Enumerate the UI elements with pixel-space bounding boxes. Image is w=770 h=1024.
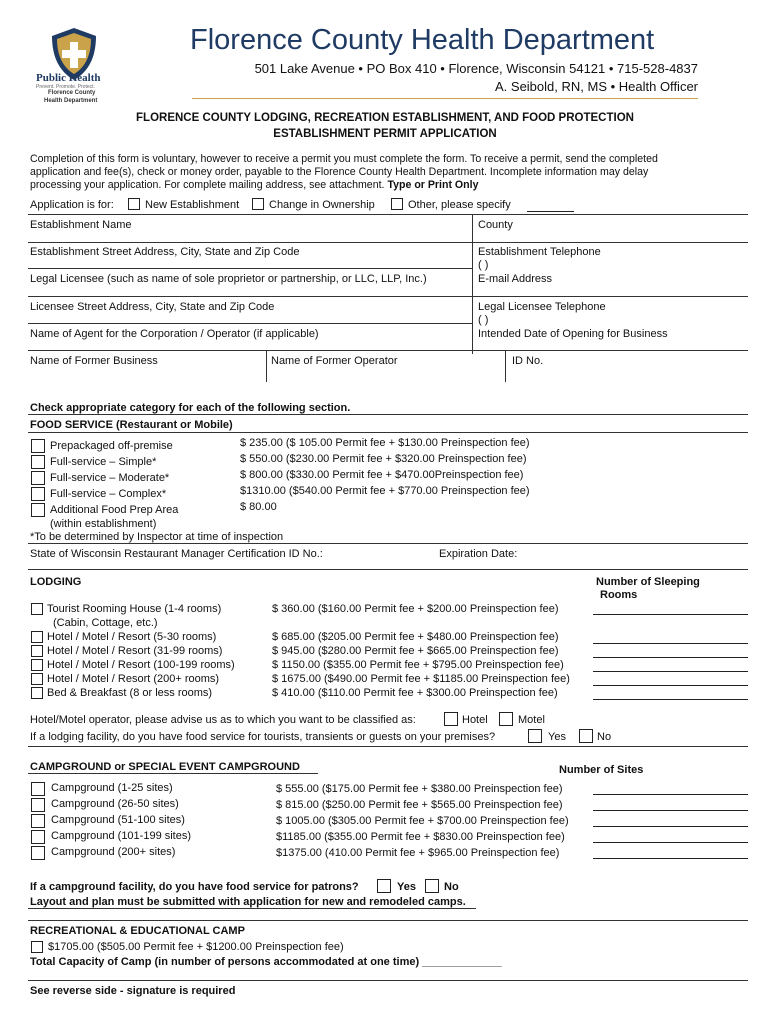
layout-plan-note: Layout and plan must be submitted with application for new and remodeled camps. (30, 896, 466, 908)
campground-checkbox-200-plus[interactable] (31, 846, 45, 860)
campground-item-label: Campground (51-100 sites) (51, 814, 185, 826)
campground-item-label: Campground (101-199 sites) (51, 830, 192, 842)
rooms-field[interactable] (593, 671, 748, 672)
licensee-phone-label: Legal Licensee Telephone (478, 301, 606, 313)
section-line (28, 543, 748, 544)
motel-checkbox[interactable] (499, 712, 513, 726)
lodging-item-fee: $ 1675.00 ($490.00 Permit fee + $1185.00 Preinspection fee) (272, 673, 570, 685)
licensee-street-label: Licensee Street Address, City, State and Zip Code (30, 301, 275, 313)
former-operator-label: Name of Former Operator (271, 355, 398, 367)
within-establishment-note: (within establishment) (50, 518, 157, 530)
campground-item-fee: $ 555.00 ($175.00 Permit fee + $380.00 Preinspection fee) (276, 783, 563, 795)
form-title: FLORENCE COUNTY LODGING, RECREATION ESTABLISHMENT, AND FOOD PROTECTION (136, 112, 634, 124)
lodging-item-fee: $ 685.00 ($205.00 Permit fee + $480.00 Preinspection fee) (272, 631, 559, 643)
campground-item-label: Campground (200+ sites) (51, 846, 176, 858)
footer-note: See reverse side - signature is required (30, 985, 236, 997)
county-label: County (478, 219, 513, 231)
camp-heading: RECREATIONAL & EDUCATIONAL CAMP (30, 925, 245, 937)
other-specify-field[interactable] (527, 211, 574, 212)
lodging-food-no-checkbox[interactable] (579, 729, 593, 743)
section-line (28, 746, 748, 747)
section-line (28, 569, 748, 570)
logo-dept: Health Department (44, 98, 98, 104)
id-no-label: ID No. (512, 355, 544, 367)
sleeping-rooms-heading-2: Rooms (600, 589, 638, 601)
other-label: Other, please specify (408, 199, 511, 211)
intro-text: processing your application. For complete mailing address, see attachment. (30, 179, 385, 191)
expiration-label: Expiration Date: (439, 548, 518, 560)
logo-tagline: Prevent. Promote. Protect. (36, 84, 95, 90)
sites-field[interactable] (593, 826, 748, 827)
lodging-item-fee: $ 360.00 ($160.00 Permit fee + $200.00 Preinspection fee) (272, 603, 559, 615)
lodging-food-yes-label: Yes (548, 731, 566, 743)
logo-county: Florence County (48, 90, 96, 96)
intro-bold: Type or Print Only (387, 179, 479, 191)
opening-date-label: Intended Date of Opening for Business (478, 328, 668, 340)
campground-checkbox-1-25[interactable] (31, 782, 45, 796)
header-address: 501 Lake Avenue • PO Box 410 • Florence, Wisconsin 54121 • 715-528-4837 (254, 61, 698, 76)
campground-item-fee: $ 815.00 ($250.00 Permit fee + $565.00 Preinspection fee) (276, 799, 563, 811)
row-line (28, 296, 748, 297)
hotel-checkbox[interactable] (444, 712, 458, 726)
agent-label: Name of Agent for the Corporation / Operator (if applicable) (30, 328, 319, 340)
lodging-item-label: Hotel / Motel / Resort (5-30 rooms) (47, 631, 217, 643)
campground-checkbox-51-100[interactable] (31, 814, 45, 828)
section-line (28, 920, 748, 921)
campground-checkbox-26-50[interactable] (31, 798, 45, 812)
motel-label: Motel (518, 714, 545, 726)
intro-line-1: Completion of this form is voluntary, however to receive a permit you must complete the form. To receive a permit, send the completed (30, 153, 658, 165)
campground-item-fee: $ 1005.00 ($305.00 Permit fee + $700.00 Preinspection fee) (276, 815, 569, 827)
other-checkbox[interactable] (391, 198, 403, 210)
section-line (28, 432, 748, 433)
change-ownership-checkbox[interactable] (252, 198, 264, 210)
campground-food-yes-checkbox[interactable] (377, 879, 391, 893)
lodging-item-label: Hotel / Motel / Resort (31-99 rooms) (47, 645, 223, 657)
camp-capacity-label: Total Capacity of Camp (in number of persons accommodated at one time) _____________ (30, 956, 502, 968)
campground-item-fee: $1185.00 ($355.00 Permit fee + $830.00 Preinspection fee) (276, 831, 565, 843)
email-label: E-mail Address (478, 273, 552, 285)
cabin-note: (Cabin, Cottage, etc.) (53, 617, 158, 629)
lodging-heading: LODGING (30, 576, 82, 588)
lodging-checkbox-31-99[interactable] (31, 645, 43, 657)
rooms-field[interactable] (593, 685, 748, 686)
sites-field[interactable] (593, 858, 748, 859)
telephone-label: Establishment Telephone (478, 246, 601, 258)
inspector-note: *To be determined by Inspector at time of inspection (30, 531, 284, 543)
food-item-label: Prepackaged off-premise (50, 440, 173, 452)
rooms-field[interactable] (593, 657, 748, 658)
row-line (28, 268, 472, 269)
food-checkbox-simple[interactable] (31, 455, 45, 469)
rooms-field[interactable] (593, 614, 748, 615)
section-line (28, 908, 476, 909)
section-line (28, 980, 748, 981)
header-officer: A. Seibold, RN, MS • Health Officer (495, 79, 698, 94)
food-item-label: Additional Food Prep Area (50, 504, 179, 516)
number-of-sites-heading: Number of Sites (559, 764, 644, 776)
lodging-item-label: Hotel / Motel / Resort (100-199 rooms) (47, 659, 235, 671)
lodging-item-label: Bed & Breakfast (8 or less rooms) (47, 687, 213, 699)
former-business-label: Name of Former Business (30, 355, 158, 367)
campground-item-label: Campground (26-50 sites) (51, 798, 179, 810)
campground-checkbox-101-199[interactable] (31, 830, 45, 844)
licensee-label: Legal Licensee (such as name of sole proprietor or partnership, or LLC, LLP, Inc.) (30, 273, 427, 285)
header-divider (192, 98, 698, 99)
food-item-fee: $1310.00 ($540.00 Permit fee + $770.00 Preinspection fee) (240, 485, 530, 497)
lodging-checkbox-bnb[interactable] (31, 687, 43, 699)
lodging-checkbox-200-plus[interactable] (31, 673, 43, 685)
grid-divider (472, 214, 473, 354)
campground-food-question: If a campground facility, do you have food service for patrons? (30, 881, 359, 893)
logo (30, 24, 118, 108)
section-line (28, 773, 318, 774)
page-title: Florence County Health Department (190, 24, 655, 56)
application-for-label: Application is for: (30, 199, 114, 211)
former-divider (266, 350, 267, 382)
form-subtitle: ESTABLISHMENT PERMIT APPLICATION (273, 128, 497, 140)
food-item-label: Full-service – Moderate* (50, 472, 170, 484)
lodging-food-no-label: No (597, 731, 612, 743)
food-item-fee: $ 235.00 ($ 105.00 Permit fee + $130.00 Preinspection fee) (240, 437, 530, 449)
campground-heading: CAMPGROUND or SPECIAL EVENT CAMPGROUND (30, 761, 300, 773)
food-item-label: Full-service – Complex* (50, 488, 167, 500)
lodging-item-fee: $ 945.00 ($280.00 Permit fee + $665.00 Preinspection fee) (272, 645, 559, 657)
telephone-area-code: ( ) (478, 259, 489, 271)
intro-line-3 (30, 179, 478, 191)
food-item-fee: $ 800.00 ($330.00 Permit fee + $470.00Preinspection fee) (240, 469, 524, 481)
licensee-phone-area-code: ( ) (478, 314, 489, 326)
former-divider (505, 350, 506, 382)
food-checkbox-complex[interactable] (31, 487, 45, 501)
change-ownership-label: Change in Ownership (269, 199, 375, 211)
sites-field[interactable] (593, 794, 748, 795)
food-checkbox-additional-prep[interactable] (31, 503, 45, 517)
sleeping-rooms-heading: Number of Sleeping (596, 576, 700, 588)
lodging-item-fee: $ 1150.00 ($355.00 Permit fee + $795.00 Preinspection fee) (272, 659, 564, 671)
food-item-fee: $ 550.00 ($230.00 Permit fee + $320.00 Preinspection fee) (240, 453, 527, 465)
establishment-name-label: Establishment Name (30, 219, 132, 231)
lodging-item-label: Tourist Rooming House (1-4 rooms) (47, 603, 222, 615)
campground-food-no-label: No (444, 881, 459, 893)
check-category-heading: Check appropriate category for each of the following section. (30, 402, 351, 414)
rooms-field[interactable] (593, 699, 748, 700)
camp-checkbox[interactable] (31, 941, 43, 953)
lodging-checkbox-tourist[interactable] (31, 603, 43, 615)
grid-top-line (28, 214, 748, 215)
campground-food-no-checkbox[interactable] (425, 879, 439, 893)
new-establishment-checkbox[interactable] (128, 198, 140, 210)
lodging-item-label: Hotel / Motel / Resort (200+ rooms) (47, 673, 220, 685)
row-line (28, 323, 472, 324)
food-checkbox-prepackaged[interactable] (31, 439, 45, 453)
sites-field[interactable] (593, 842, 748, 843)
food-checkbox-moderate[interactable] (31, 471, 45, 485)
cert-id-label: State of Wisconsin Restaurant Manager Certification ID No.: (30, 548, 323, 560)
lodging-checkbox-5-30[interactable] (31, 631, 43, 643)
hotel-label: Hotel (462, 714, 488, 726)
rooms-field[interactable] (593, 643, 748, 644)
camp-fee: $1705.00 ($505.00 Permit fee + $1200.00 Preinspection fee) (48, 941, 344, 953)
street-label: Establishment Street Address, City, State and Zip Code (30, 246, 300, 258)
row-line (28, 350, 748, 351)
lodging-food-question: If a lodging facility, do you have food service for tourists, transients or guests on your premises? (30, 731, 496, 743)
campground-item-fee: $1375.00 (410.00 Permit fee + $965.00 Preinspection fee) (276, 847, 560, 859)
food-item-fee: $ 80.00 (240, 501, 277, 513)
lodging-food-yes-checkbox[interactable] (528, 729, 542, 743)
food-service-heading: FOOD SERVICE (Restaurant or Mobile) (30, 419, 233, 431)
campground-item-label: Campground (1-25 sites) (51, 782, 173, 794)
sites-field[interactable] (593, 810, 748, 811)
section-line (28, 414, 748, 415)
campground-food-yes-label: Yes (397, 881, 416, 893)
lodging-item-fee: $ 410.00 ($110.00 Permit fee + $300.00 Preinspection fee) (272, 687, 558, 699)
logo-text: Public Health (36, 72, 101, 84)
food-item-label: Full-service – Simple* (50, 456, 157, 468)
new-establishment-label: New Establishment (145, 199, 240, 211)
row-line (28, 242, 748, 243)
lodging-checkbox-100-199[interactable] (31, 659, 43, 671)
classify-question: Hotel/Motel operator, please advise us as to which you want to be classified as: (30, 714, 416, 726)
intro-line-2: application and fee(s), check or money order, payable to the Florence County Health Department. Incomplete information may delay (30, 166, 649, 178)
